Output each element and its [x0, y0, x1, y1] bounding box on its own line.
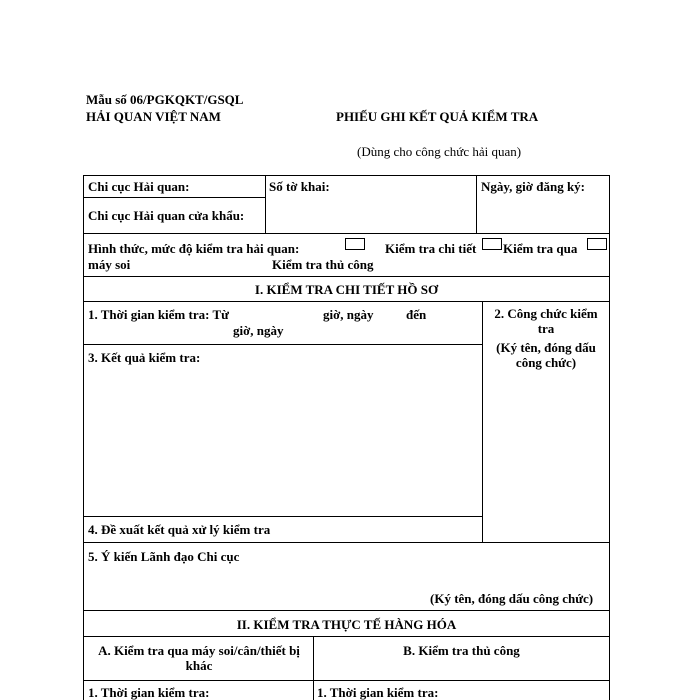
divider	[265, 175, 266, 233]
column-a-header: A. Kiểm tra qua máy soi/cân/thiết bị khác	[98, 643, 300, 673]
section-2-heading: II. KIỂM TRA THỰC TẾ HÀNG HÓA	[236, 617, 457, 632]
checkbox-kiem-tra-chi-tiet[interactable]	[482, 238, 502, 250]
inspection-form-label: Hình thức, mức độ kiểm tra hải quan:	[88, 241, 300, 256]
form-code: Mẫu số 06/PGKQKT/GSQL	[86, 92, 244, 107]
column-b-header: B. Kiểm tra thủ công	[403, 643, 520, 658]
time-gio-ngay-2: giờ, ngày	[233, 323, 284, 338]
divider	[83, 516, 482, 517]
so-to-khai-label: Số tờ khai:	[269, 179, 330, 194]
ngay-gio-dang-ky-label: Ngày, giờ đăng ký:	[481, 179, 585, 194]
divider	[83, 233, 610, 234]
form-subtitle: (Dùng cho công chức hải quan)	[357, 144, 522, 159]
divider	[476, 175, 477, 233]
leader-opinion-label: 5. Ý kiến Lãnh đạo Chi cục	[88, 549, 240, 564]
column-b-time-label: 1. Thời gian kiểm tra:	[317, 685, 439, 700]
divider	[83, 542, 610, 543]
time-label: 1. Thời gian kiểm tra: Từ	[88, 307, 229, 322]
divider	[482, 301, 483, 542]
form-title: PHIẾU GHI KẾT QUẢ KIỂM TRA	[336, 109, 539, 124]
leader-sign-note: (Ký tên, đóng dấu công chức)	[430, 591, 594, 606]
checkbox-kiem-tra-thu-cong[interactable]	[345, 238, 365, 250]
officer-sign-note: (Ký tên, đóng dấu công chức)	[496, 340, 596, 370]
divider	[83, 276, 610, 277]
proposal-label: 4. Đề xuất kết quả xử lý kiểm tra	[88, 522, 271, 537]
divider	[83, 344, 482, 345]
result-label: 3. Kết quả kiểm tra:	[88, 350, 201, 365]
checkbox-kiem-tra-qua-may-soi[interactable]	[587, 238, 607, 250]
option-scan-cont-label: máy soi	[88, 257, 131, 272]
option-manual-label: Kiểm tra thủ công	[272, 257, 374, 272]
divider	[83, 301, 610, 302]
divider	[83, 636, 610, 637]
option-scan-label: Kiểm tra qua	[503, 241, 578, 256]
divider	[83, 197, 265, 198]
table-border-top	[83, 175, 610, 176]
chi-cuc-label: Chi cục Hải quan:	[88, 179, 190, 194]
divider	[83, 610, 610, 611]
column-a-time-label: 1. Thời gian kiểm tra:	[88, 685, 210, 700]
officer-title: 2. Công chức kiểm tra	[494, 306, 598, 336]
option-detail-label: Kiểm tra chi tiết	[385, 241, 477, 256]
section-1-heading: I. KIỂM TRA CHI TIẾT HỒ SƠ	[254, 282, 439, 297]
chi-cuc-cua-khau-label: Chi cục Hải quan cửa khẩu:	[88, 208, 245, 223]
time-den: đến	[406, 307, 427, 322]
agency-name: HẢI QUAN VIỆT NAM	[86, 109, 221, 124]
divider	[83, 680, 610, 681]
time-gio-ngay-1: giờ, ngày	[323, 307, 374, 322]
